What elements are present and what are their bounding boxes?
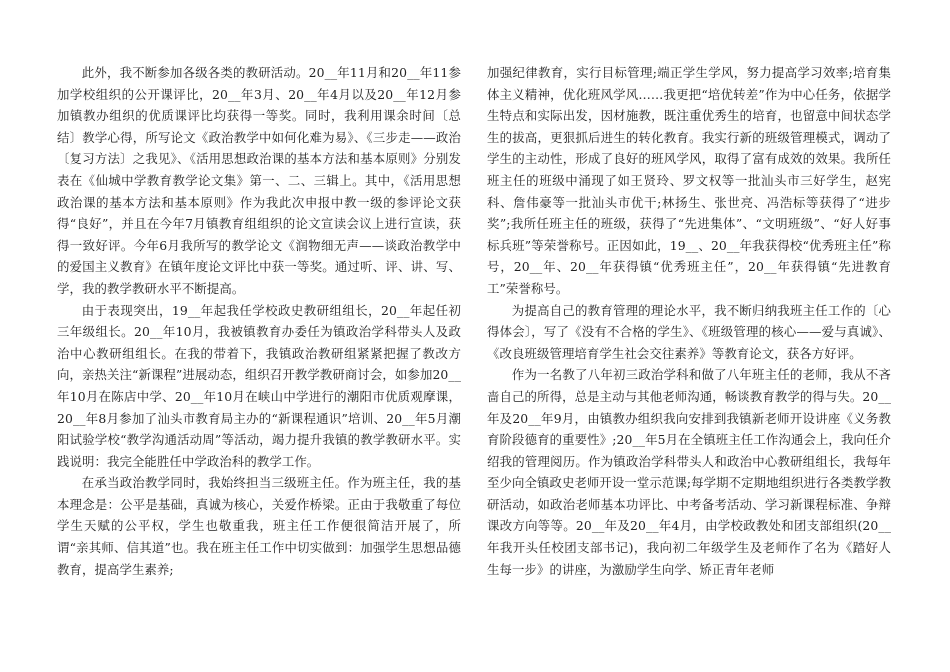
paragraph-teaching-research: 此外，我不断参加各级各类的教研活动。20__年11月和20__年11参加学校组织的公开课评比，20__年3月、20__年4月以及20__年12月参加镇教办组织的优质课评比均获得一等奖。同时，我利用课余时间〔总结〕教学心得，所写论文《政治教学中如何化难为易》、《三步走——政治〔复习方法〕之我见》、《活用思想政治课的基本方法和基本原则》分别发表在《仙城中学教育教学论文集》第一、二、三辑上。其中，《活用思想政治课的基本方法和基本原则》作为我此次申报中教一级的参评论文获得“良好”，并且在今年7月镇教育组组织的论文宣读会议上进行宣读，获得一致好评。今年6月我所写的教学论文《润物细无声——谈政治教学中的爱国主义教育》在镇年度论文评比中获一等奖。通过听、评、讲、写、学，我的教学教研水平不断提高。 <box>57 65 461 296</box>
left-column <box>57 62 461 580</box>
paragraph-class-teacher: 在承当政治教学同时，我始终担当三级班主任。作为班主任，我的基本理念是：公平是基础，真诚为核心，关爱作桥梁。正由于我敬重了每位学生天赋的公平权，学生也敬重我，班主任工作便很简洁开展了，所谓“亲其师、信其道”也。我在班主任工作中切实做到：加强学生思想品德教育，提高学生素养; <box>57 475 461 577</box>
paragraph-group-leader: 由于表现突出，19__年起我任学校政史教研组组长，20__年起任初三年级组长。20__年10月，我被镇教育办委任为镇政治学科带头人及政治中心教研组组长。在我的带着下，我镇政治教研组紧紧把握了教改方向，亲热关注“新课程”进展动态，组织召开教学教研商讨会，如参加20__年10月在陈店中学、20__年10月在峡山中学进行的潮阳市优质观摩课，20__年8月参加了汕头市教育局主办的“新课程通识”培训、20__年5月潮阳试验学校“教学沟通活动周”等活动，竭力提升我镇的教学教研水平。实践说明：我完全能胜任中学政治科的教学工作。 <box>57 302 461 469</box>
right-column <box>487 62 891 580</box>
paragraph-management-theory: 为提高自己的教育管理的理论水平，我不断归纳我班主任工作的〔心得体会〕，写了《没有不合格的学生》、《班级管理的核心——爱与真诚》、《改良班级管理培育学生社会交往素养》等教育论文，获各方好评。 <box>487 302 891 361</box>
paragraph-sharing-experience: 作为一名教了八年初三政治学科和做了八年班主任的老师，我从不吝啬自己的所得，总是主动与其他老师沟通，畅谈教育教学的得与失。20__年及20__年9月，由镇教办组织我向安排到我镇新老师开设讲座《义务教育阶段德育的重要性》;20__年5月在全镇班主任工作沟通会上，我向任介绍我的管理阅历。作为镇政治学科带头人和政治中心教研组组长，我每年至少向全镇政史老师开设一堂示范课;每学期不定期地组织进行各类教学教研活动，如政治老师基本功评比、中考备考活动、学习新课程标准、争辩课改方向等等。20__年及20__年4月，由学校政教处和团支部组织(20__年我开头任校团支部书记)，我向初二年级学生及老师作了名为《踏好人生每一步》的讲座，为激励学生向学、矫正青年老师 <box>487 367 891 577</box>
paragraph-class-management-continued: 加强纪律教育，实行目标管理;端正学生学风，努力提高学习效率;培育集体主义精神，优化班风学风……我更把“培优转差”作为中心任务，依据学生特点和实际出发，因材施教，既注重优秀生的培育，也留意中间状态学生的拔高，更狠抓后进生的转化教育。我实行新的班级管理模式，调动了学生的主动性，形成了良好的班风学风，取得了富有成效的效果。我所任班主任的班级中涌现了如王贤玲、罗文权等一批汕头市三好学生，赵宪科、詹伟豪等一批汕头市优干;林扬生、张世亮、冯浩标等获得了“进步奖”;我所任班主任的班级，获得了“先进集体”、“文明班级”、“好人好事标兵班”等荣誉称号。正因如此，19__、20__年我获得校“优秀班主任”称号，20__年、20__年获得镇“优秀班主任”，20__年获得镇“先进教育工”荣誉称号。 <box>487 65 891 296</box>
